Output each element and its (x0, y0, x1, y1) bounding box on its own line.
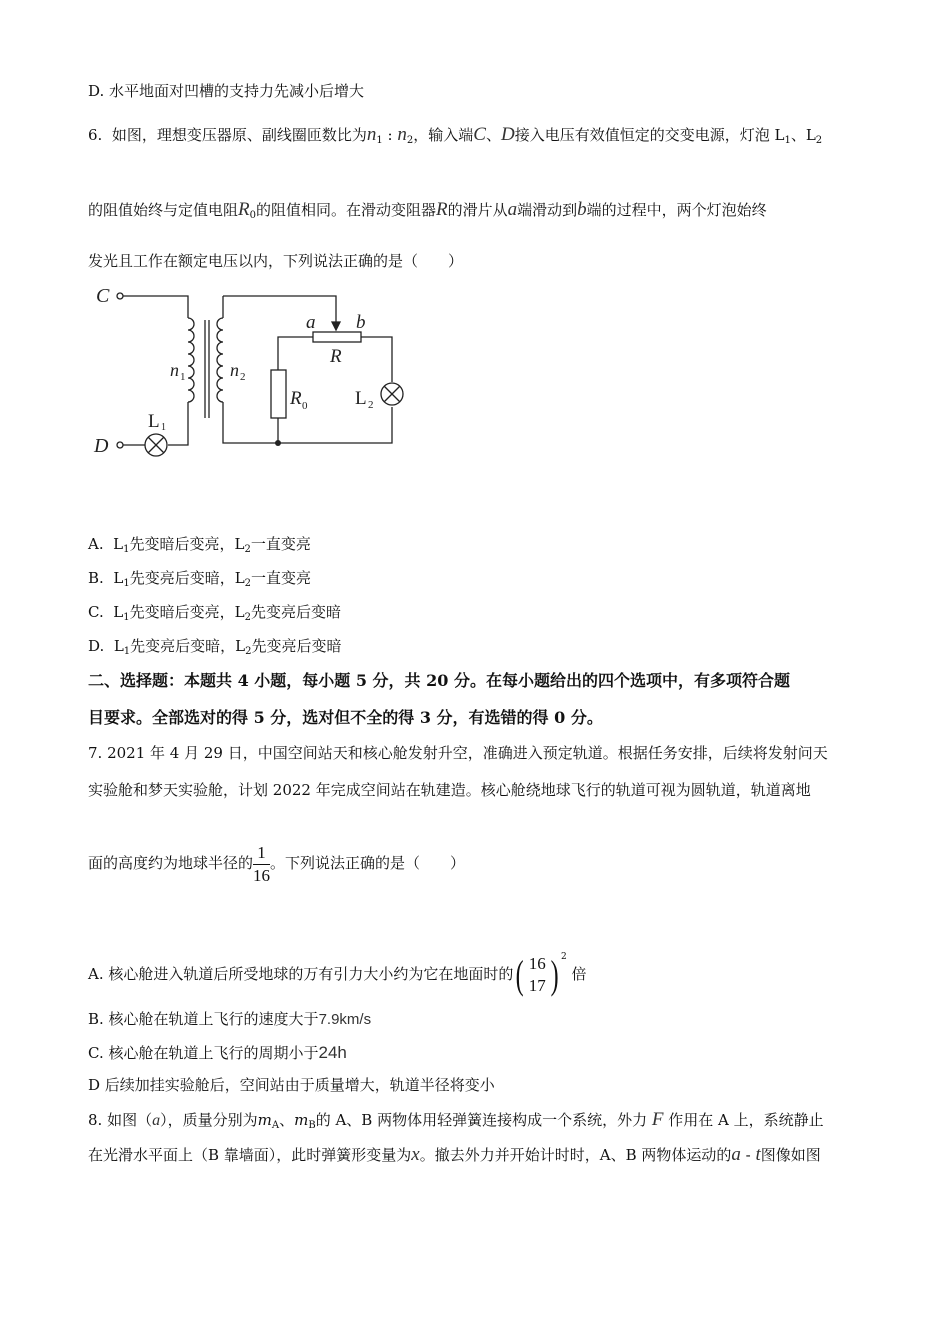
q5-option-d: D. 水平地面对凹槽的支持力先减小后增大 (88, 82, 365, 100)
q6-line-2: 的阻值始终与定值电阻$R_0$的阻值相同。在滑动变阻器R的滑片从a端滑动到b端的过程中，两个灯泡始终 (88, 199, 767, 221)
label-n2-sub: 2 (240, 371, 246, 383)
q7-option-c: C. 核心舱在轨道上飞行的周期小于24h (88, 1043, 347, 1062)
label-r: R (330, 346, 342, 367)
label-r0-sub: 0 (302, 400, 308, 412)
label-c: C (96, 285, 110, 307)
q6-option-a: A. $L_1$先变暗后变亮，$L_2$一直变亮 (88, 535, 311, 555)
rheostat-r (313, 332, 361, 342)
q6-option-d: D. $L_1$先变亮后变暗，$L_2$先变亮后变暗 (88, 637, 342, 657)
label-n2: n (230, 360, 239, 380)
label-r0: R (290, 388, 302, 409)
section-2-heading-line-1: 二、选择题：本题共 4 小题，每小题 5 分，共 20 分。在每小题给出的四个选项中，有多项符合题 (88, 671, 790, 690)
terminal-c (117, 293, 123, 299)
q7-line-3: 面的高度约为地球半径的 $\frac{1}{16}$ 。下列说法正确的是（ ） (88, 842, 466, 885)
transformer-circuit-diagram (90, 280, 420, 470)
label-l1-sub: 1 (161, 422, 166, 433)
label-l2: L (355, 388, 367, 409)
fraction-1-16: $\frac{1}{16}$ (253, 842, 271, 885)
slider-arrow (332, 322, 340, 330)
q7-option-b: B. 核心舱在轨道上飞行的速度大于7.9km/s (88, 1010, 372, 1028)
section-2-heading-line-2: 目要求。全部选对的得 5 分，选对但不全的得 3 分，有选错的得 0 分。 (88, 708, 603, 727)
resistor-r0 (271, 370, 286, 418)
fraction-16-17: 16 17 (528, 954, 546, 995)
q8-line-1: 8. 如图（a），质量分别为$m_A$、$m_B$的 A、B 两物体用轻弹簧连接构成一个系统，外力 F 作用在 A 上，系统静止 (88, 1109, 824, 1131)
label-b: b (356, 312, 366, 333)
q6-option-c: C. $L_1$先变暗后变亮，$L_2$先变亮后变暗 (88, 603, 341, 623)
q6-line-3: 发光且工作在额定电压以内，下列说法正确的是（ ） (88, 252, 464, 270)
terminal-d (117, 442, 123, 448)
q7-line-2: 实验舱和梦天实验舱，计划 2022 年完成空间站在轨建造。核心舱绕地球飞行的轨道可视为圆轨道，轨道离地 (88, 781, 811, 799)
label-d: D (94, 435, 109, 457)
label-a: a (306, 312, 316, 333)
label-l1: L (148, 411, 160, 432)
q6-line-1: 6. 如图，理想变压器原、副线圈匝数比为$n_1$ : $n_2$，输入端C、D接入电压有效值恒定的交变电源，灯泡 $L_1$、$L_2$ (88, 124, 823, 146)
q7-option-d: D 后续加挂实验舱后，空间站由于质量增大，轨道半径将变小 (88, 1076, 495, 1094)
q7-option-a: A. 核心舱进入轨道后所受地球的万有引力大小约为它在地面时的( 16 17 ) $^2$ 倍 (88, 952, 587, 997)
label-l2-sub: 2 (368, 399, 374, 411)
q8-line-2: 在光滑水平面上（B 靠墙面），此时弹簧形变量为x。撤去外力并开始计时时，A、B 两物体运动的a - t图像如图 (88, 1144, 821, 1165)
label-n1: n (170, 360, 179, 380)
primary-coil (188, 318, 194, 402)
secondary-coil (217, 318, 223, 402)
label-n1-sub: 1 (180, 371, 186, 383)
q7-line-1: 7. 2021 年 4 月 29 日，中国空间站天和核心舱发射升空，准确进入预定轨道。根据任务安排，后续将发射问天 (88, 744, 828, 762)
junction-dot (275, 440, 281, 446)
q6-option-b: B. $L_1$先变亮后变暗，$L_2$一直变亮 (88, 569, 312, 589)
